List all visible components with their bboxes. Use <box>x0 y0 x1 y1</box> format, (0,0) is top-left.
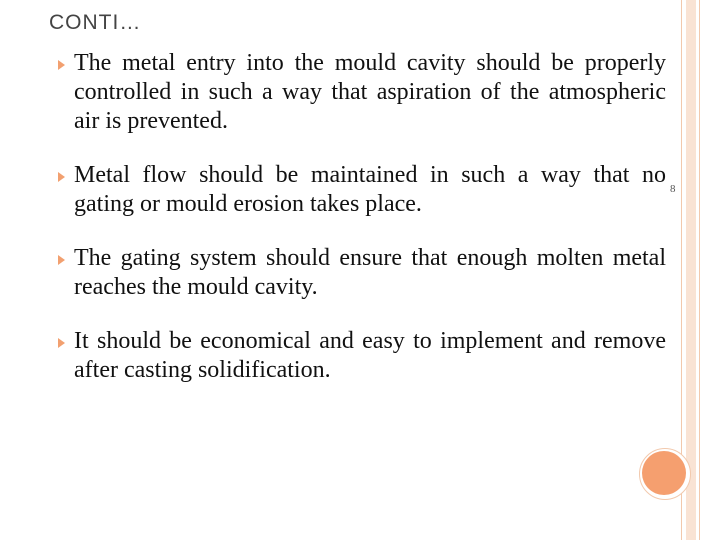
bullet-text: It should be economical and easy to implement and remove after casting solidification. <box>74 328 666 383</box>
bullet-arrow-icon <box>58 255 65 265</box>
right-border-band <box>686 0 696 540</box>
bullet-text: Metal flow should be maintained in such a way that no gating or mould erosion takes place. <box>74 162 666 217</box>
bullet-list <box>58 49 666 410</box>
page-number: 8 <box>670 183 676 195</box>
bullet-item <box>58 49 666 136</box>
circle-decoration <box>642 451 686 495</box>
bullet-item <box>58 161 666 219</box>
bullet-item <box>58 244 666 302</box>
slide-title: CONTI… <box>49 11 142 34</box>
bullet-text: The gating system should ensure that enough molten metal reaches the mould cavity. <box>74 245 666 300</box>
bullet-arrow-icon <box>58 60 65 70</box>
bullet-arrow-icon <box>58 172 65 182</box>
bullet-text: The metal entry into the mould cavity should be properly controlled in such a way that aspiration of the atmospheric air is prevented. <box>74 50 666 134</box>
bullet-item <box>58 327 666 385</box>
right-border-inner-line <box>699 0 700 540</box>
bullet-arrow-icon <box>58 338 65 348</box>
